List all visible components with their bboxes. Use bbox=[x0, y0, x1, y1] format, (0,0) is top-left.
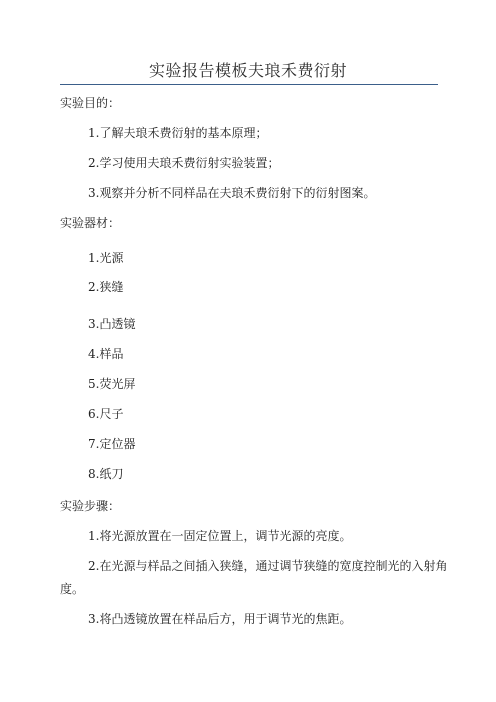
purpose-item: 2.学习使用夫琅禾费衍射实验装置； bbox=[88, 156, 280, 170]
steps-heading: 实验步骤： bbox=[60, 499, 121, 513]
equipment-item: 6.尺子 bbox=[88, 407, 124, 421]
equipment-item: 7.定位器 bbox=[88, 437, 136, 451]
purpose-item: 3.观察并分析不同样品在夫琅禾费衍射下的衍射图案。 bbox=[88, 186, 376, 200]
step-item-continuation: 度。 bbox=[60, 582, 85, 596]
title-divider bbox=[60, 84, 438, 85]
equipment-heading: 实验器材： bbox=[60, 216, 121, 230]
equipment-item: 2.狭缝 bbox=[88, 280, 124, 294]
document-title: 实验报告模板夫琅禾费衍射 bbox=[148, 61, 347, 80]
equipment-item: 3.凸透镜 bbox=[88, 317, 136, 331]
step-item: 3.将凸透镜放置在样品后方，用于调节光的焦距。 bbox=[88, 612, 352, 626]
step-item: 2.在光源与样品之间插入狭缝，通过调节狭缝的宽度控制光的入射角 bbox=[88, 559, 448, 573]
equipment-item: 5.荧光屏 bbox=[88, 377, 136, 391]
equipment-item: 1.光源 bbox=[88, 251, 124, 265]
purpose-item: 1.了解夫琅禾费衍射的基本原理； bbox=[88, 126, 268, 140]
equipment-item: 4.样品 bbox=[88, 347, 124, 361]
step-item: 1.将光源放置在一固定位置上，调节光源的亮度。 bbox=[88, 529, 352, 543]
equipment-item: 8.纸刀 bbox=[88, 467, 124, 481]
purpose-heading: 实验目的： bbox=[60, 96, 121, 110]
